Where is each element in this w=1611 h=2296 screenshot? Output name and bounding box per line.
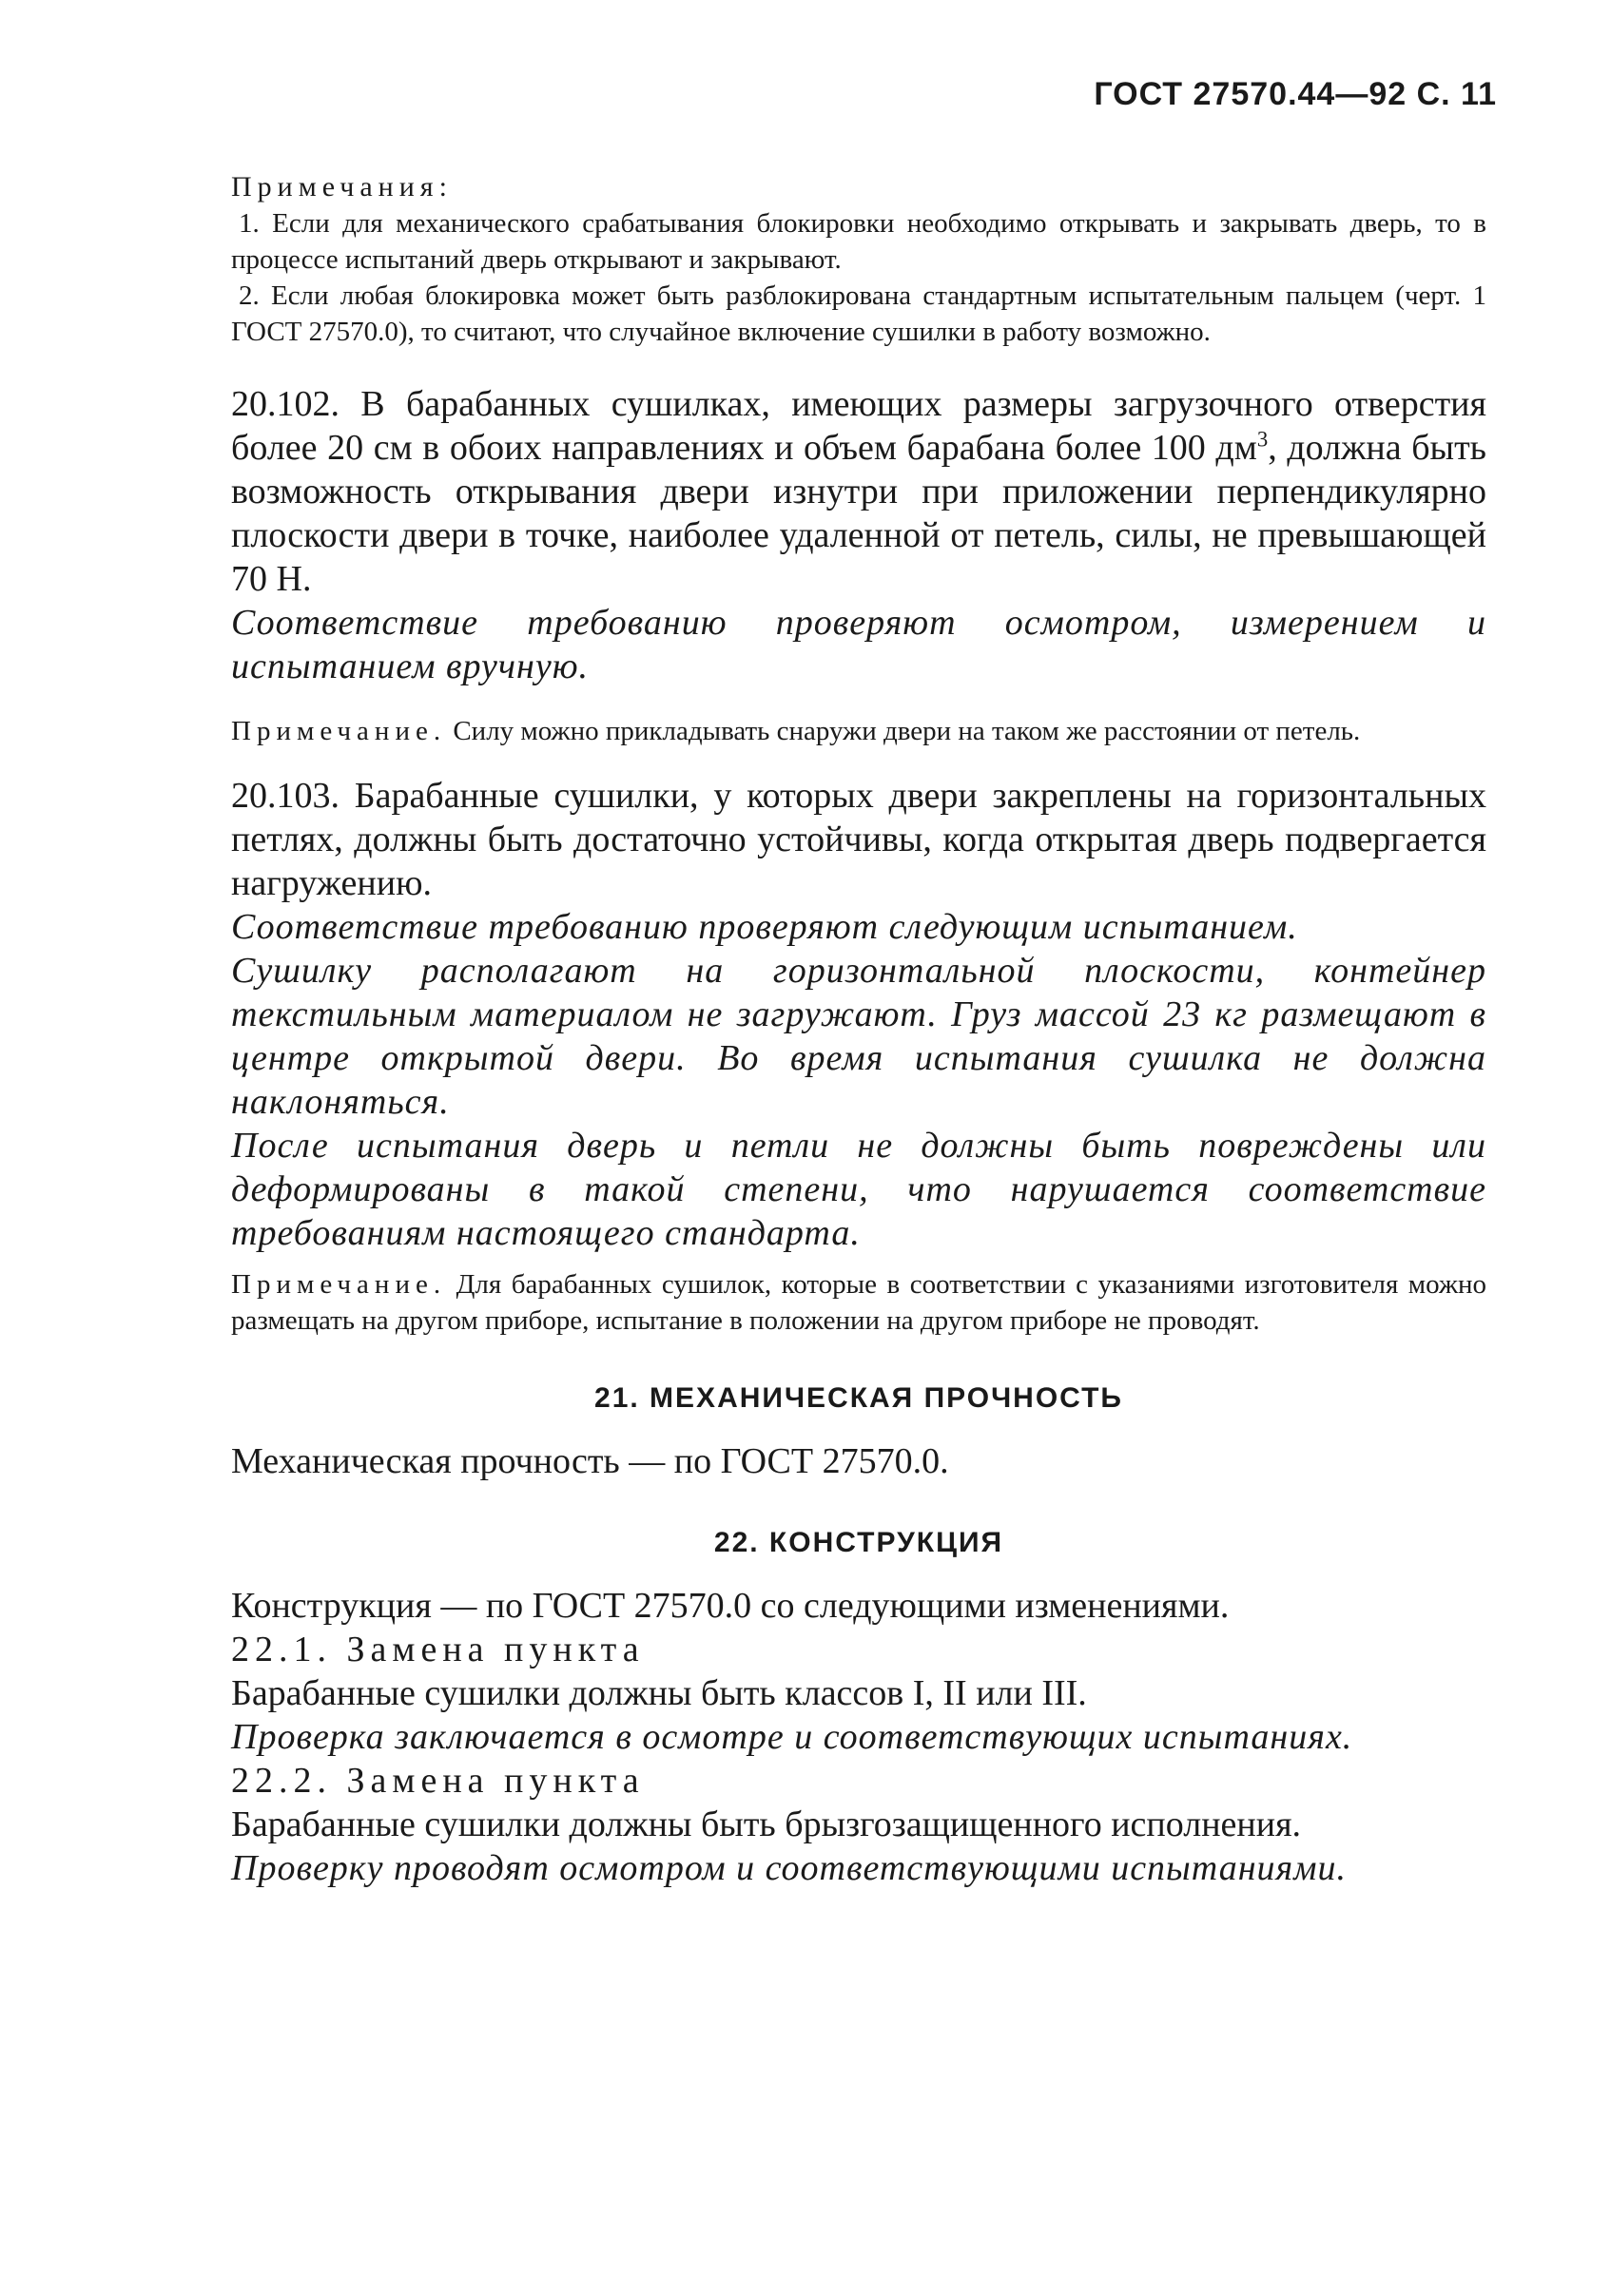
section-21-title: 21. МЕХАНИЧЕСКАЯ ПРОЧНОСТЬ: [594, 1382, 1123, 1414]
clause-20-102: [231, 382, 1486, 601]
clause-20-103-compliance-2: Сушилку располагают на горизонтальной плоскости, контейнер текстильным материалом не загружают. Груз массой 23 кг размещают в центре открытой двери. Во время испытания сушилка не должна наклоняться.: [231, 951, 1486, 1122]
subclause-22-2-text: Барабанные сушилки должны быть брызгозащищенного исполнения.: [231, 1804, 1302, 1844]
clause-20-103-note: [231, 1266, 1486, 1339]
subclause-22-1-label: 22.1. Замена пункта: [231, 1630, 645, 1669]
note-item-2: 2. Если любая блокировка может быть разблокирована стандартным испытательным пальцем (черт. 1 ГОСТ 27570.0), то считают, что случайное включение сушилки в работу возможно.: [231, 280, 1486, 347]
clause-20-102-text: 20.102. В барабанных сушилках, имеющих размеры загрузочного отверстия более 20 см в обоих направлениях и объем барабана более 100 дм: [231, 384, 1486, 468]
subclause-22-2-label: 22.2. Замена пункта: [231, 1761, 645, 1801]
note-text: Силу можно прикладывать снаружи двери на таком же расстоянии от петель.: [446, 716, 1361, 746]
clause-20-102-note: [231, 713, 1486, 749]
clause-20-102-compliance: Соответствие требованию проверяют осмотром, измерением и испытанием вручную.: [231, 603, 1486, 686]
clause-20-103: 20.103. Барабанные сушилки, у которых двери закреплены на горизонтальных петлях, должны быть достаточно устойчивы, когда открытая дверь подвергается нагружению.: [231, 776, 1486, 903]
notes-heading: Примечания:: [231, 171, 453, 203]
clause-20-102-text-end: , должна быть возможность открывания двери изнутри при приложении перпендикулярно плоскости двери в точке, наиболее удаленной от петель, силы, не превышающей 70 Н.: [231, 428, 1487, 599]
section-22-title: 22. КОНСТРУКЦИЯ: [713, 1527, 1004, 1558]
clause-20-103-compliance-3: После испытания дверь и петли не должны быть повреждены или деформированы в такой степени, что нарушается соответствие требованиям настоящего стандарта.: [231, 1126, 1486, 1253]
section-21-text: Механическая прочность — по ГОСТ 27570.0.: [231, 1441, 949, 1481]
clause-20-103-compliance-1: Соответствие требованию проверяют следующим испытанием.: [231, 907, 1298, 947]
subclause-22-2-check: Проверку проводят осмотром и соответствующими испытаниями.: [231, 1848, 1347, 1888]
section-22-intro: Конструкция — по ГОСТ 27570.0 со следующими изменениями.: [231, 1586, 1230, 1626]
note-label: Примечание.: [231, 716, 447, 746]
page-content: [231, 169, 1486, 1890]
note-text: Для барабанных сушилок, которые в соответствии с указаниями изготовителя можно размещать на другом приборе, испытание в положении на другом приборе не проводят.: [231, 1269, 1486, 1336]
superscript-3: 3: [1256, 427, 1269, 452]
subclause-22-1-check: Проверка заключается в осмотре и соответствующих испытаниях.: [231, 1717, 1353, 1757]
note-label: Примечание.: [231, 1269, 447, 1300]
notes-block: [231, 169, 1486, 350]
running-header: ГОСТ 27570.44—92 С. 11: [1094, 76, 1497, 112]
subclause-22-1-text: Барабанные сушилки должны быть классов I, II или III.: [231, 1673, 1087, 1713]
note-item-1: 1. Если для механического срабатывания блокировки необходимо открывать и закрывать дверь, то в процессе испытаний дверь открывают и закрывают.: [231, 208, 1486, 275]
